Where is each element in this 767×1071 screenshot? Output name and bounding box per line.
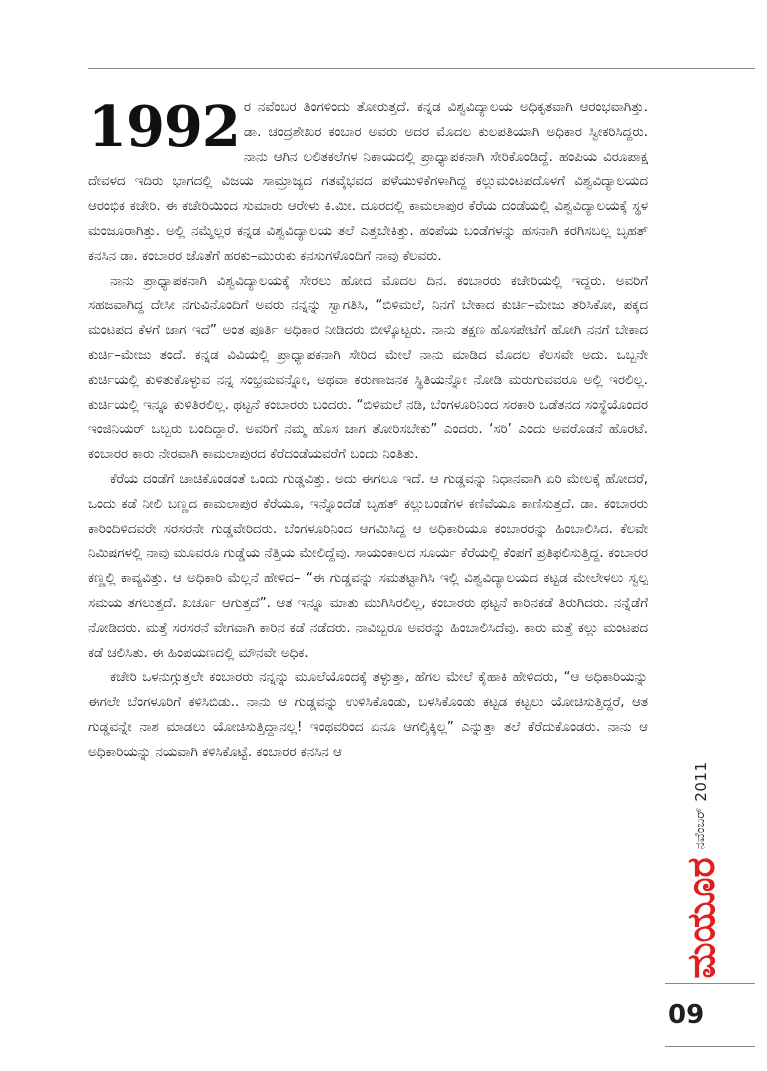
article-paragraph: ಕೆರೆಯ ದಂಡೆಗೆ ಚಾಚಿಕೊಂಡಂತೆ ಒಂದು ಗುಡ್ಡವಿತ್ತು. ಅದು ಈಗಲೂ ಇದೆ. ಆ ಗುಡ್ಡವನ್ನು ನಿಧಾನವಾಗಿ ಏರಿ ಮೇಲಕ್ಕೆ ಹೋದರೆ, ಒಂದು ಕಡೆ ನೀಲಿ ಬಣ್ಣದ ಕಾಮಲಾಪುರ ಕೆರೆಯೂ, ಇನ್ನೊಂದೆಡೆ ಬೃಹತ್ ಕಲ್ಲುಬಂಡೆಗಳ ಕಣಿವೆಯೂ ಕಾಣಿಸುತ್ತದೆ. ಡಾ. ಕಂಬಾರರು ಕಾರಿಂದಿಳಿದವರೇ ಸರಸರನೇ ಗುಡ್ಡವೇರಿದರು. ಬೆಂಗಳೂರಿನಿಂದ ಆಗಮಿಸಿದ್ದ ಆ ಅಧಿಕಾರಿಯೂ ಕಂಬಾರರನ್ನು ಹಿಂಬಾಲಿಸಿದ. ಕೆಲವೇ ನಿಮಿಷಗಳಲ್ಲಿ ನಾವು ಮೂವರೂ ಗುಡ್ಡೆಯ ನೆತ್ತಿಯ ಮೇಲಿದ್ದೆವು. ಸಾಯಂಕಾಲದ ಸೂರ್ಯ ಕೆರೆಯಲ್ಲಿ ಕೆಂಪಗೆ ಪ್ರತಿಫಲಿಸುತ್ತಿದ್ದ. ಕಂಬಾರರ ಕಣ್ಣಲ್ಲಿ ಕಾವ್ಯವಿತ್ತು. ಆ ಅಧಿಕಾರಿ ಮೆಲ್ಲನೆ ಹೇಳಿದ– “ಈ ಗುಡ್ಡವನ್ನು ಸಮತಟ್ಟಾಗಿಸಿ ಇಲ್ಲಿ ವಿಶ್ವವಿದ್ಯಾಲಯದ ಕಟ್ಟಡ ಮೇಲೇಳಲು ಸ್ವಲ್ಪ ಸಮಯ ತಗಲುತ್ತದೆ. ಖರ್ಚೂ ಆಗುತ್ತದೆ”. ಆತ ಇನ್ನೂ ಮಾತು ಮುಗಿಸಿರಲಿಲ್ಲ, ಕಂಬಾರರು ಥಟ್ಟನೆ ಕಾರಿನಕಡೆ ತಿರುಗಿದರು. ನನ್ನೆಡೆಗೆ ನೋಡಿದರು. ಮತ್ತೆ ಸರಸರನೆ ವೇಗವಾಗಿ ಕಾರಿನ ಕಡೆ ನಡೆದರು. ನಾವಿಬ್ಬರೂ ಅವರನ್ನು ಹಿಂಬಾಲಿಸಿದೆವು. ಕಾರು ಮತ್ತೆ ಕಲ್ಲು ಮಂಟಪದ ಕಡೆ ಚಲಿಸಿತು. ಈ ಹಿಂಪಯಣದಲ್ಲಿ ಮೌನವೇ ಅಧಿಕ.: [88, 471, 648, 661]
issue-year: 2011: [692, 761, 710, 802]
article-paragraph: ನಾನು ಪ್ರಾಧ್ಯಾಪಕನಾಗಿ ವಿಶ್ವವಿದ್ಯಾಲಯಕ್ಕೆ ಸೇರಲು ಹೋದ ಮೊದಲ ದಿನ. ಕಂಬಾರರು ಕಚೇರಿಯಲ್ಲಿ ಇದ್ದರು. ಅವರಿಗೆ ಸಹಜವಾಗಿದ್ದ ದೇಸೀ ನಗುವಿನೊಂದಿಗೆ ಅವರು ನನ್ನನ್ನು ಸ್ವಾಗತಿಸಿ, “ಬಿಳಿಮಲೆ, ನಿನಗೆ ಬೇಕಾದ ಕುರ್ಚಿ–ಮೇಜು ತರಿಸಿಕೋ, ಪಕ್ಕದ ಮಂಟಪದ ಕೆಳಗೆ ಜಾಗ ಇದೆ” ಅಂತ ಪೂರ್ತಿ ಅಧಿಕಾರ ನೀಡಿದರು ಬೀಳ್ಕೊಟ್ಟರು. ನಾನು ತಕ್ಷಣ ಹೊಸಪೇಟೆಗೆ ಹೋಗಿ ನನಗೆ ಬೇಕಾದ ಕುರ್ಚಿ–ಮೇಜು ತಂದೆ. ಕನ್ನಡ ವಿವಿಯಲ್ಲಿ ಪ್ರಾಧ್ಯಾಪಕನಾಗಿ ಸೇರಿದ ಮೇಲೆ ನಾನು ಮಾಡಿದ ಮೊದಲ ಕೆಲಸವೇ ಅದು. ಒಬ್ಬನೇ ಕುರ್ಚಿಯಲ್ಲಿ ಕುಳಿತುಕೊಳ್ಳುವ ನನ್ನ ಸಂಭ್ರಮವನ್ನೋ, ಅಥವಾ ಕರುಣಾಜನಕ ಸ್ಥಿತಿಯನ್ನೋ ನೋಡಿ ಮರುಗುವವರೂ ಅಲ್ಲಿ ಇರಲಿಲ್ಲ. ಕುರ್ಚಿಯಲ್ಲಿ ಇನ್ನೂ ಕುಳಿತಿರಲಿಲ್ಲ. ಥಟ್ಟನೆ ಕಂಬಾರರು ಬಂದರು. “ಬಿಳಿಮಲೆ ನಡಿ, ಬೆಂಗಳೂರಿನಿಂದ ಸರಕಾರಿ ಒಡೆತನದ ಸಂಸ್ಥೆಯೊಂದರ ಇಂಜಿನಿಯರ್ ಒಬ್ಬರು ಬಂದಿದ್ದಾರೆ. ಅವರಿಗೆ ನಮ್ಮ ಹೊಸ ಜಾಗ ತೋರಿಸಬೇಕು” ಎಂದರು. ‘ಸರಿ’ ಎಂದು ಅವರೊಡನೆ ಹೊರಟೆ. ಕಂಬಾರರ ಕಾರು ನೇರವಾಗಿ ಕಾಮಲಾಪುರದ ಕೆರೆದಂಡೆಯವರೆಗೆ ಬಂದು ನಿಂತಿತು.: [88, 273, 648, 463]
article-body: [88, 96, 648, 766]
page-number: 09: [668, 1000, 705, 1030]
magazine-name: ಮಯೂರ: [679, 857, 723, 979]
footer-rule-bottom: [665, 1046, 755, 1047]
footer-rule-top: [665, 983, 755, 984]
dropcap-year: 1992: [88, 94, 240, 160]
article-paragraph: [88, 96, 648, 270]
issue-month: ನವೆಂಬರ್: [693, 807, 708, 850]
article-paragraph: ಕಚೇರಿ ಒಳನುಗ್ಗುತ್ತಲೇ ಕಂಬಾರರು ನನ್ನನ್ನು ಮೂಲೆಯೊಂದಕ್ಕೆ ತಳ್ಳುತ್ತಾ, ಹೆಗಲ ಮೇಲೆ ಕೈಹಾಕಿ ಹೇಳಿದರು, “ಆ ಅಧಿಕಾರಿಯನ್ನು ಈಗಲೇ ಬೆಂಗಳೂರಿಗೆ ಕಳಿಸಿಬಿಡು.. ನಾನು ಆ ಗುಡ್ಡವನ್ನು ಉಳಿಸಿಕೊಂಡು, ಬಳಸಿಕೊಂಡು ಕಟ್ಟಡ ಕಟ್ಟಲು ಯೋಚಿಸುತ್ತಿದ್ದರೆ, ಆತ ಗುಡ್ಡವನ್ನೇ ನಾಶ ಮಾಡಲು ಯೋಚಿಸುತ್ತಿದ್ದಾನಲ್ಲ! ಇಂಥವರಿಂದ ಏನೂ ಆಗಲ್ಕಿಕ್ಕಿಲ್ಲ” ಎನ್ನುತ್ತಾ ತಲೆ ಕೆರೆದುಕೊಂಡರು. ನಾನು ಆ ಅಧಿಕಾರಿಯನ್ನು ನಯವಾಗಿ ಕಳಿಸಿಕೊಟ್ಟೆ. ಕಂಬಾರರ ಕನಸಿನ ಆ: [88, 670, 648, 760]
magazine-masthead: [666, 760, 736, 980]
paragraph-text: ರ ನವೆಂಬರ ತಿಂಗಳಿಂದು ತೋರುತ್ತದೆ. ಕನ್ನಡ ವಿಶ್ವವಿದ್ಯಾಲಯ ಅಧಿಕೃತವಾಗಿ ಆರಂಭವಾಗಿತ್ತು. ಡಾ. ಚಂದ್ರಶೇಖರ ಕಂಬಾರ ಅವರು ಅದರ ಮೊದಲ ಕುಲಪತಿಯಾಗಿ ಅಧಿಕಾರ ಸ್ವೀಕರಿಸಿದ್ದರು. ನಾನು ಆಗಿನ ಲಲಿತಕಲೆಗಳ ನಿಕಾಯದಲ್ಲಿ ಪ್ರಾಧ್ಯಾಪಕನಾಗಿ ಸೇರಿಕೊಂಡಿದ್ದೆ. ಹಂಪಿಯ ವಿರೂಪಾಕ್ಷ ದೇವಳದ ಇದಿರು ಭಾಗದಲ್ಲಿ ವಿಜಯ ಸಾಮ್ರಾಜ್ಯದ ಗತವೈಭವದ ಪಳೆಯುಳಿಕೆಗಳಾಗಿದ್ದ ಕಲ್ಲುಮಂಟಪದೊಳಗೆ ವಿಶ್ವವಿದ್ಯಾಲಯದ ಆರಂಭಿಕ ಕಚೇರಿ. ಈ ಕಚೇರಿಯಿಂದ ಸುಮಾರು ಆರೇಳು ಕಿ.ಮೀ. ದೂರದಲ್ಲಿ ಕಾಮಲಾಪುರ ಕೆರೆಯ ದಂಡೆಯಲ್ಲಿ ವಿಶ್ವವಿದ್ಯಾಲಯಕ್ಕೆ ಸ್ಥಳ ಮಂಜೂರಾಗಿತ್ತು. ಅಲ್ಲಿ ನಮ್ಮೆಲ್ಲರ ಕನ್ನಡ ವಿಶ್ವವಿದ್ಯಾಲಯ ತಲೆ ಎತ್ತಬೇಕಿತ್ತು. ಹಂಪೆಯ ಬಂಡೆಗಳನ್ನು ಹಸನಾಗಿ ಕರಗಿಸಬಲ್ಲ ಬೃಹತ್ ಕನಸಿನ ಡಾ. ಕಂಬಾರರ ಜೊತೆಗೆ ಹರಕು–ಮುರುಕು ಕನಸುಗಳೊಂದಿಗೆ ನಾವು ಕೆಲವರು.: [88, 100, 648, 264]
top-rule: [88, 68, 755, 69]
